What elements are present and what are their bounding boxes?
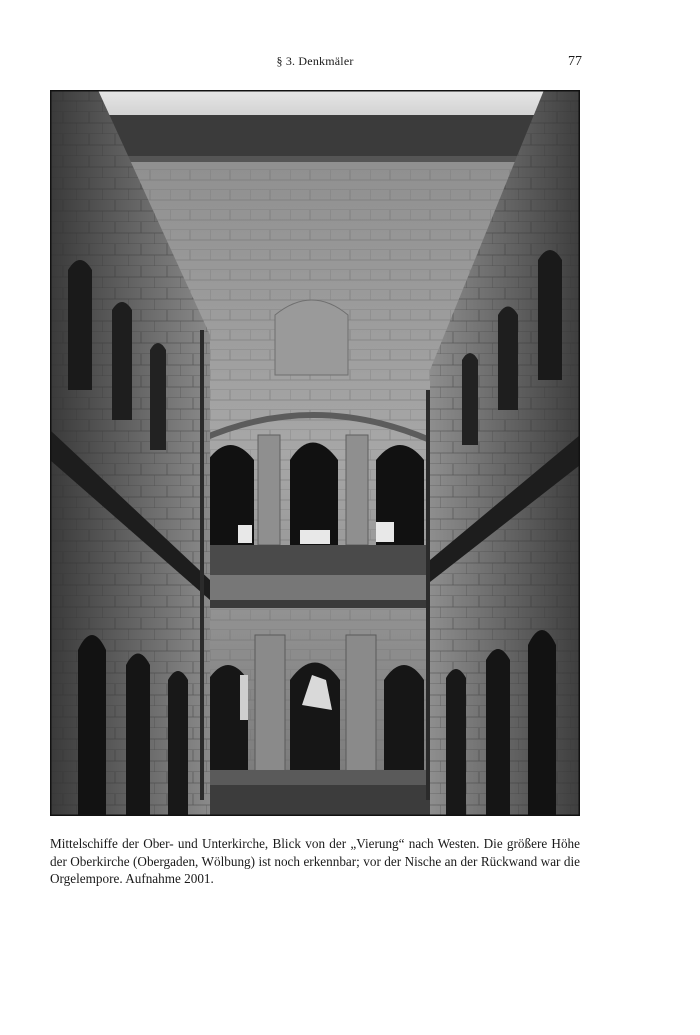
- photo-illustration: [50, 90, 580, 816]
- section-title: § 3. Denkmäler: [276, 54, 354, 68]
- figure-caption: Mittelschiffe der Ober- und Unterkirche, Blick von der „Vierung“ nach Westen. Die größere Höhe der Oberkirche (Obergaden, Wölbung) ist noch erkennbar; vor der Nische an der Rückwand war die Orgelempore. Aufnahme 2001.: [50, 836, 580, 887]
- page-number: 77: [568, 54, 582, 69]
- running-head: [0, 54, 700, 72]
- photograph-porta-nigra-interior: [50, 90, 580, 816]
